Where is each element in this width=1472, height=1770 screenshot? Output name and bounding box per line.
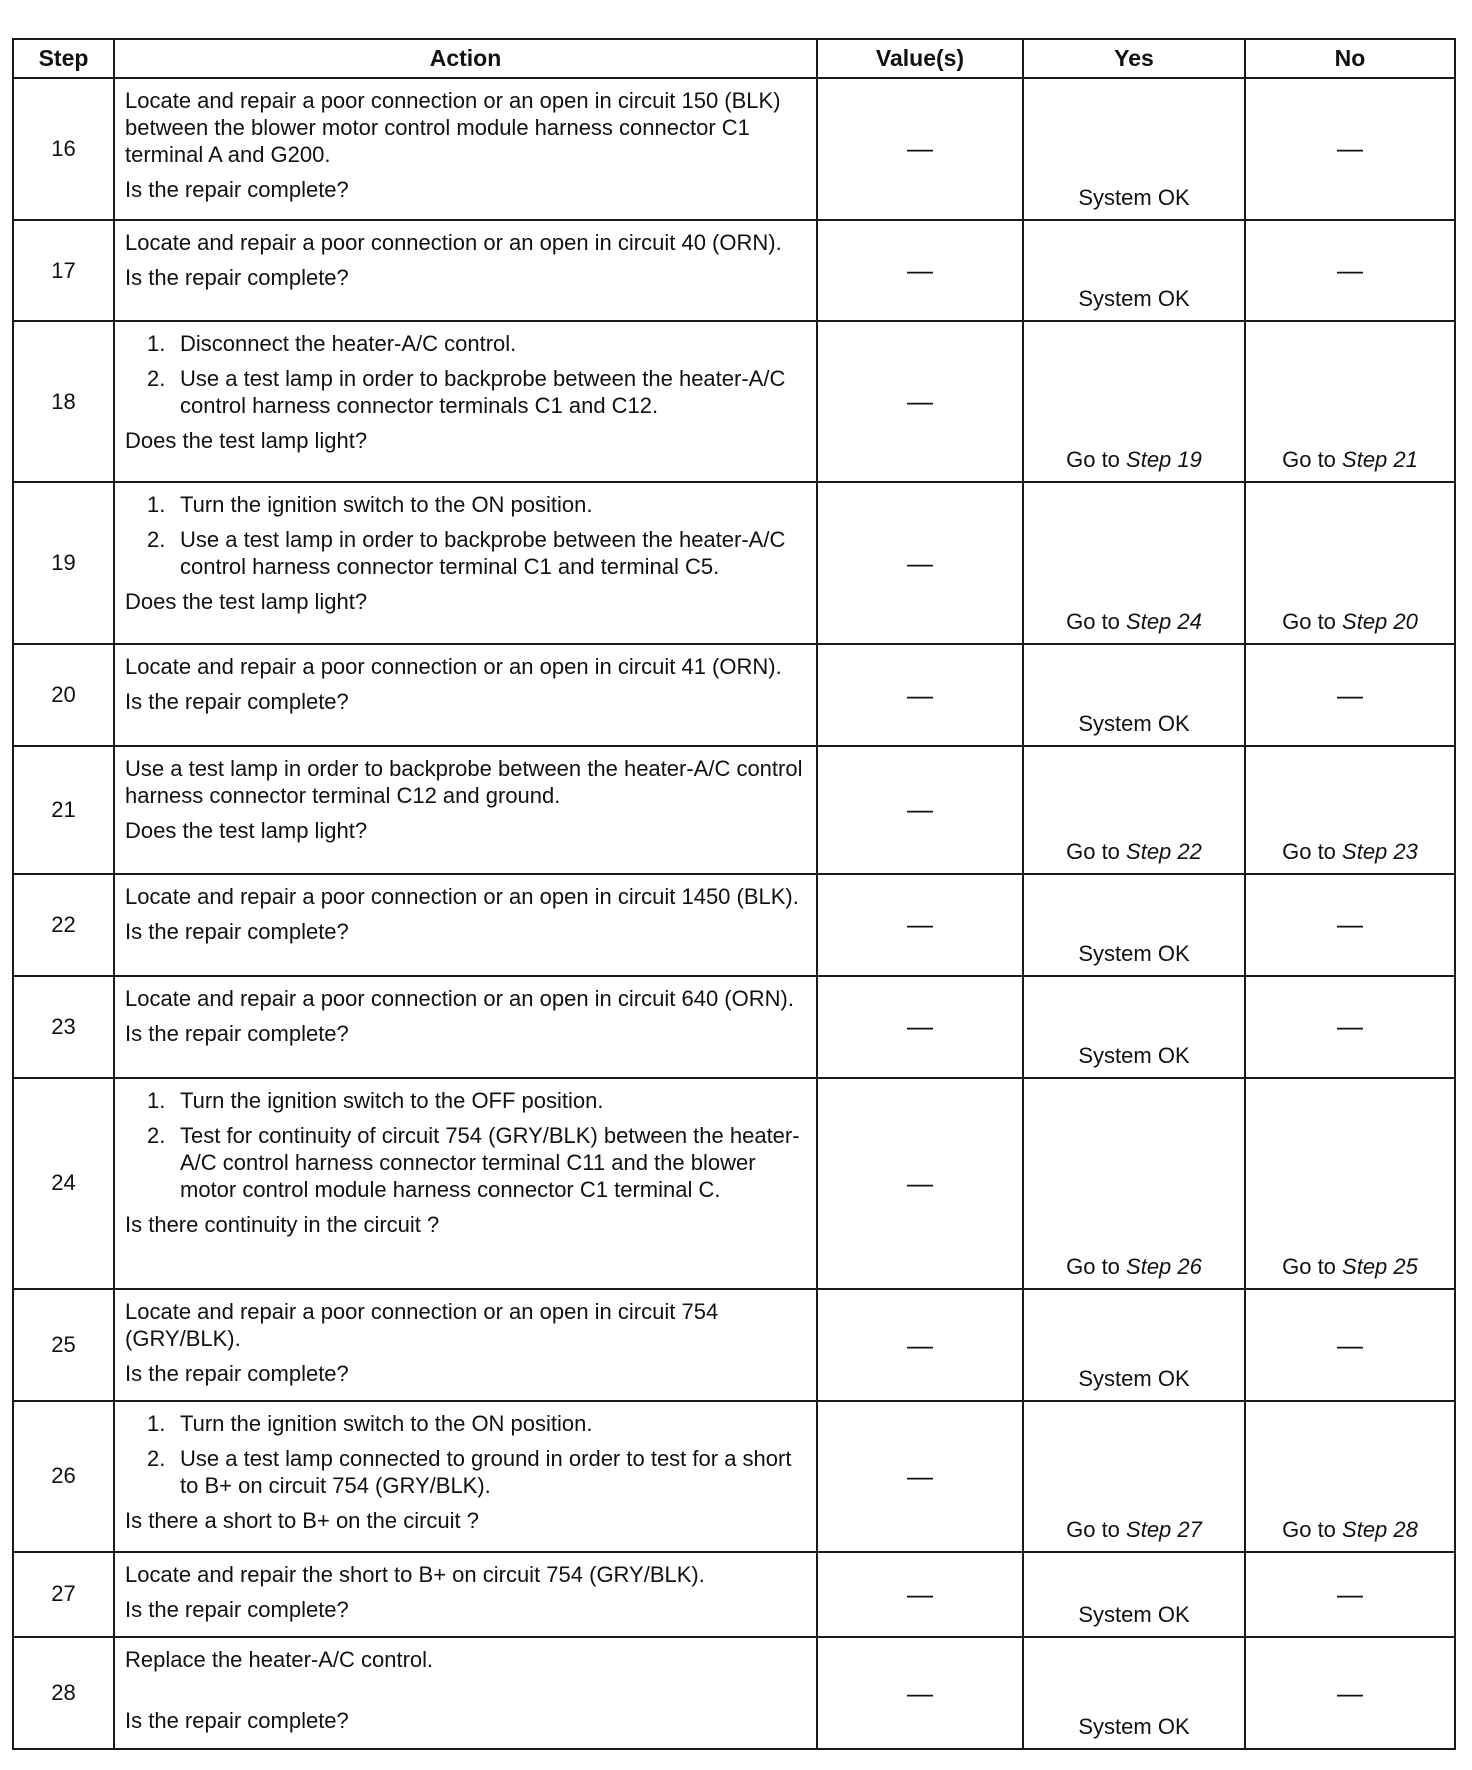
action-question: Does the test lamp light? [125,589,368,615]
go-to-prefix: Go to [1282,609,1343,635]
values-column-header: Value(s) [817,39,1023,78]
value-cell: — [817,976,1023,1078]
no-result: — [1245,220,1455,322]
value-cell: — [817,1289,1023,1402]
yes-result: System OK [1023,1552,1245,1638]
action-text: Locate and repair a poor connection or an open in circuit 754 (GRY/BLK). [125,1298,719,1351]
list-item-text: Turn the ignition switch to the ON position. [180,1411,593,1437]
action-cell [114,644,817,746]
action-steps-list [125,1087,806,1203]
yes-result [1023,482,1245,644]
action-question: Is the repair complete? [125,177,349,202]
action-text: Replace the heater-A/C control. [125,1647,434,1673]
step-reference: Step 19 [1126,447,1202,473]
list-item: 2. Use a test lamp connected to ground in order to test for a short to B+ on circuit 754 (GRY/BLK). [147,1446,792,1499]
action-cell [114,746,817,874]
list-item-text: Turn the ignition switch to the OFF position. [180,1087,604,1113]
list-item-text: Use a test lamp in order to backprobe between the heater-A/C control harness connector terminal C1 and terminal C5. [180,527,786,580]
no-result: — [1245,1552,1455,1638]
diagnostic-table [12,38,1456,1750]
table-row [13,746,1455,874]
action-cell [114,1401,817,1551]
no-result: — [1245,976,1455,1078]
yes-result: System OK [1023,1289,1245,1402]
step-reference: Step 22 [1126,838,1202,864]
no-result [1245,746,1455,874]
go-to-prefix: Go to [1066,838,1127,864]
action-text: Locate and repair the short to B+ on circuit 754 (GRY/BLK). [125,1561,705,1587]
table-row [13,1078,1455,1289]
yes-result: System OK [1023,220,1245,322]
no-result [1245,1078,1455,1289]
no-result: — [1245,644,1455,746]
step-number: 21 [13,746,114,874]
action-question: Is the repair complete? [125,264,349,290]
step-reference: Step 25 [1342,1253,1418,1279]
action-text: Locate and repair a poor connection or an open in circuit 640 (ORN). [125,985,794,1011]
step-number: 18 [13,321,114,482]
step-number: 16 [13,78,114,220]
go-to-prefix: Go to [1066,1253,1127,1279]
action-cell [114,1078,817,1289]
header-row [13,39,1455,78]
table-row [13,644,1455,746]
yes-result [1023,746,1245,874]
action-question: Does the test lamp light? [125,818,368,844]
action-text: Locate and repair a poor connection or an open in circuit 41 (ORN). [125,654,782,680]
value-cell: — [817,78,1023,220]
value-cell: — [817,644,1023,746]
no-column-header: No [1245,39,1455,78]
action-question: Is the repair complete? [125,1708,349,1734]
value-cell: — [817,482,1023,644]
go-to-prefix: Go to [1282,1516,1343,1542]
step-reference: Step 28 [1342,1516,1418,1542]
action-question: Is the repair complete? [125,1596,349,1622]
action-cell [114,482,817,644]
list-item: 1. Turn the ignition switch to the ON position. [147,1411,593,1437]
go-to-prefix: Go to [1282,1253,1343,1279]
action-question: Is the repair complete? [125,1360,349,1386]
action-cell [114,220,817,322]
step-reference: Step 24 [1126,609,1202,635]
step-number: 25 [13,1289,114,1402]
go-to-prefix: Go to [1282,447,1343,473]
step-number: 17 [13,220,114,322]
table-row [13,482,1455,644]
diagnostic-table-sheet [12,38,1454,1750]
value-cell: — [817,874,1023,976]
list-item-text: Use a test lamp connected to ground in order to test for a short to B+ on circuit 754 (GRY/BLK). [180,1446,792,1499]
action-cell [114,976,817,1078]
step-reference: Step 20 [1342,609,1418,635]
action-cell [114,1552,817,1638]
table-row [13,874,1455,976]
action-text: Locate and repair a poor connection or an open in circuit 40 (ORN). [125,229,782,255]
yes-result: System OK [1023,644,1245,746]
action-cell [114,1637,817,1749]
action-steps-list [125,330,806,419]
value-cell: — [817,1552,1023,1638]
value-cell: — [817,220,1023,322]
no-result [1245,321,1455,482]
action-cell [114,78,817,220]
table-row [13,220,1455,322]
action-question: Does the test lamp light? [125,428,368,454]
action-steps-list [125,491,806,580]
table-row [13,321,1455,482]
table-row [13,1289,1455,1402]
go-to-prefix: Go to [1066,609,1127,635]
list-item: 2. Use a test lamp in order to backprobe between the heater-A/C control harness connector terminal C1 and terminal C5. [147,527,786,580]
value-cell: — [817,1078,1023,1289]
no-result: — [1245,874,1455,976]
action-question: Is the repair complete? [125,689,349,715]
action-text: Locate and repair a poor connection or an open in circuit 1450 (BLK). [125,883,799,909]
no-result: — [1245,1637,1455,1749]
value-cell: — [817,1637,1023,1749]
yes-result [1023,1078,1245,1289]
list-item-text: Disconnect the heater-A/C control. [180,331,517,357]
table-row [13,1552,1455,1638]
no-result: — [1245,1289,1455,1402]
no-result [1245,1401,1455,1551]
yes-result [1023,1401,1245,1551]
step-number: 23 [13,976,114,1078]
yes-result: System OK [1023,874,1245,976]
table-row [13,78,1455,220]
yes-result: System OK [1023,1637,1245,1749]
step-reference: Step 26 [1126,1253,1202,1279]
value-cell: — [817,746,1023,874]
table-row [13,976,1455,1078]
value-cell: — [817,321,1023,482]
step-number: 28 [13,1637,114,1749]
step-number: 19 [13,482,114,644]
list-item-text: Turn the ignition switch to the ON position. [180,492,593,518]
table-row [13,1401,1455,1551]
step-reference: Step 21 [1342,447,1418,473]
no-result: — [1245,78,1455,220]
step-column-header: Step [13,39,114,78]
action-cell [114,874,817,976]
list-item: 1. Disconnect the heater-A/C control. [147,331,517,357]
step-number: 27 [13,1552,114,1638]
action-question: Is there a short to B+ on the circuit ? [125,1508,480,1534]
action-cell [114,1289,817,1402]
yes-result: System OK [1023,78,1245,220]
go-to-prefix: Go to [1066,447,1127,473]
action-column-header: Action [114,39,817,78]
yes-result: System OK [1023,976,1245,1078]
list-item: 1. Turn the ignition switch to the ON position. [147,492,593,518]
no-result [1245,482,1455,644]
step-number: 22 [13,874,114,976]
list-item: 1. Turn the ignition switch to the OFF position. [147,1087,604,1113]
go-to-prefix: Go to [1282,838,1343,864]
step-number: 20 [13,644,114,746]
action-cell [114,321,817,482]
yes-result [1023,321,1245,482]
action-question: Is there continuity in the circuit ? [125,1211,440,1237]
list-item: 2. Test for continuity of circuit 754 (GRY/BLK) between the heater-A/C control harness connector terminal C11 and the blower motor control module harness connector C1 terminal C. [147,1122,800,1202]
step-reference: Step 23 [1342,838,1418,864]
action-question: Is the repair complete? [125,918,349,944]
action-steps-list [125,1410,806,1499]
value-cell: — [817,1401,1023,1551]
action-question: Is the repair complete? [125,1020,349,1046]
go-to-prefix: Go to [1066,1516,1127,1542]
list-item: 2. Use a test lamp in order to backprobe between the heater-A/C control harness connector terminals C1 and C12. [147,366,786,419]
step-number: 24 [13,1078,114,1289]
action-text: Use a test lamp in order to backprobe between the heater-A/C control harness connector terminal C12 and ground. [125,756,803,809]
step-reference: Step 27 [1126,1516,1202,1542]
step-number: 26 [13,1401,114,1551]
list-item-text: Use a test lamp in order to backprobe between the heater-A/C control harness connector terminals C1 and C12. [180,366,786,419]
table-row [13,1637,1455,1749]
action-text: Locate and repair a poor connection or an open in circuit 150 (BLK) between the blower motor control module harness connector C1 terminal A and G200. [125,88,781,167]
list-item-text: Test for continuity of circuit 754 (GRY/BLK) between the heater-A/C control harness connector terminal C11 and the blower motor control module harness connector C1 terminal C. [180,1122,800,1202]
yes-column-header: Yes [1023,39,1245,78]
